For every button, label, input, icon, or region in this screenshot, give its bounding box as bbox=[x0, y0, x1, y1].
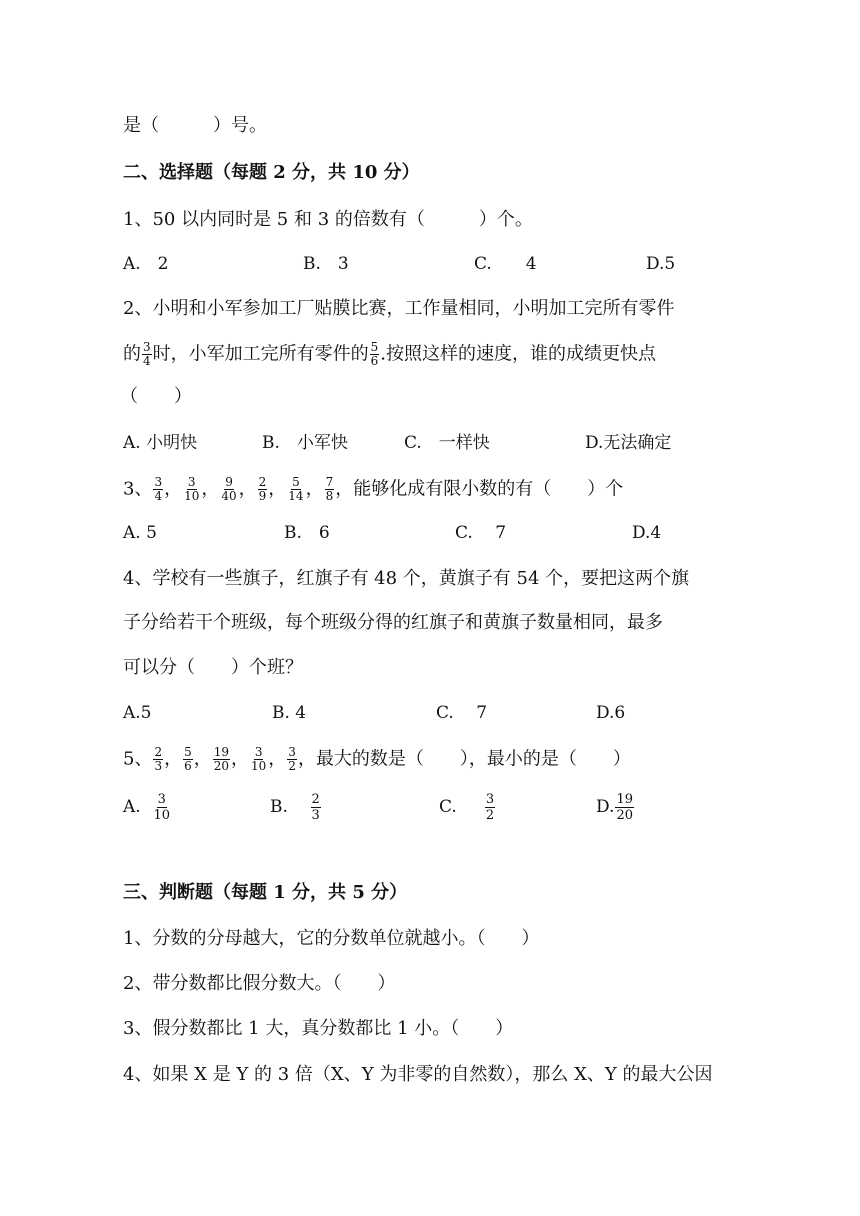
q5-option-c bbox=[439, 792, 496, 823]
q2-fraction-1 bbox=[142, 341, 152, 368]
q2-line2 bbox=[123, 341, 656, 368]
q4-option-b: B. 4 bbox=[272, 703, 307, 723]
option-label: D. bbox=[596, 797, 615, 817]
option-fraction bbox=[311, 792, 321, 823]
denominator: 4 bbox=[154, 489, 163, 503]
q3-line: 3、 $\frac{3}{4}$ ， $\frac{3}{10}$ ， $\frac{9}{40}$ ， $\frac{2}{9}$ ， $\frac{5}{14}$ ， $\frac{7}{8}$ ，能够化成有限小数的有（ ）个 bbox=[123, 475, 624, 503]
q3-fraction-4 bbox=[258, 476, 268, 503]
judgment-item-2: 2、带分数都比假分数大。（ ） bbox=[123, 973, 396, 994]
numerator: 7 bbox=[325, 475, 334, 489]
q2-fraction-2 bbox=[370, 341, 380, 368]
q2-line3: （ ） bbox=[120, 386, 192, 407]
numerator: 19 bbox=[213, 745, 230, 759]
judgment-item-3: 3、假分数都比 1 大，真分数都比 1 小。（ ） bbox=[123, 1018, 514, 1039]
denominator: 10 bbox=[153, 808, 171, 823]
q2-option-c: C. 一样快 bbox=[404, 433, 490, 453]
numerator: 3 bbox=[485, 792, 495, 807]
numerator: 3 bbox=[157, 792, 166, 807]
q2-option-b: B. 小军快 bbox=[262, 433, 348, 453]
q3-fraction-2 bbox=[183, 476, 200, 503]
option-fraction bbox=[615, 792, 634, 823]
q5-line: 5、 $\frac{2}{3}$ ， $\frac{5}{6}$ ， $\frac{19}{20}$ ， $\frac{3}{10}$ ， $\frac{3}{2}$ ，最大的数是（ ），最小的是（ ） bbox=[123, 745, 631, 773]
denominator: 6 bbox=[370, 354, 379, 368]
denominator: 40 bbox=[221, 489, 237, 503]
denominator: 14 bbox=[288, 489, 304, 503]
q1-text: 1、50 以内同时是 5 和 3 的倍数有（ ）个。 bbox=[123, 209, 533, 230]
numerator: 3 bbox=[187, 475, 196, 489]
q1-option-a: A. 2 bbox=[123, 254, 169, 274]
q3-option-b: B. 6 bbox=[284, 523, 330, 543]
denominator: 6 bbox=[184, 759, 192, 773]
q5-option-b bbox=[270, 792, 322, 823]
denominator: 9 bbox=[258, 489, 267, 503]
denominator: 10 bbox=[184, 489, 200, 503]
q5-prefix: 5、 bbox=[123, 748, 153, 770]
denominator: 2 bbox=[288, 759, 296, 773]
numerator: 3 bbox=[143, 340, 151, 354]
q3-prefix: 3、 bbox=[123, 478, 153, 500]
judgment-item-1: 1、分数的分母越大，它的分数单位就越小。（ ） bbox=[123, 928, 540, 949]
q2-text-a: 的 bbox=[123, 343, 141, 365]
q3-fraction-3 bbox=[220, 476, 237, 503]
denominator: 20 bbox=[213, 759, 230, 773]
judgment-item-4: 4、如果 X 是 Y 的 3 倍（X、Y 为非零的自然数），那么 X、Y 的最大公因 bbox=[123, 1064, 713, 1085]
section-title-judgment: 三、判断题（每题 1 分，共 5 分） bbox=[123, 882, 408, 903]
q2-option-a: A. 小明快 bbox=[123, 433, 198, 453]
q3-option-c: C. 7 bbox=[455, 523, 507, 543]
q5-suffix: 最大的数是（ ），最小的是（ ） bbox=[315, 748, 631, 770]
q5-option-a bbox=[123, 792, 172, 823]
denominator: 3 bbox=[154, 759, 163, 773]
option-fraction bbox=[485, 792, 495, 823]
q4-line1: 4、学校有一些旗子，红旗子有 48 个，黄旗子有 54 个，要把这两个旗 bbox=[123, 568, 690, 589]
q5-option-d bbox=[596, 792, 635, 823]
q1-option-b: B. 3 bbox=[303, 254, 349, 274]
numerator: 2 bbox=[258, 475, 267, 489]
section-title-choice: 二、选择题（每题 2 分，共 10 分） bbox=[123, 162, 420, 183]
numerator: 5 bbox=[184, 745, 192, 759]
q5-fraction-5 bbox=[287, 746, 297, 773]
numerator: 5 bbox=[370, 340, 379, 354]
option-label: A. bbox=[123, 797, 141, 817]
q4-line2: 子分给若干个班级，每个班级分得的红旗子和黄旗子数量相同，最多 bbox=[123, 612, 663, 633]
q4-option-a: A.5 bbox=[123, 703, 152, 723]
q3-fraction-1 bbox=[153, 476, 163, 503]
denominator: 3 bbox=[311, 808, 320, 823]
numerator: 9 bbox=[225, 475, 233, 489]
q4-line3: 可以分（ ）个班？ bbox=[123, 657, 303, 678]
q2-option-d: D.无法确定 bbox=[585, 433, 672, 453]
q2-line1: 2、小明和小军参加工厂贴膜比赛，工作量相同，小明加工完所有零件 bbox=[123, 298, 675, 319]
continued-line: 是（ ）号。 bbox=[123, 115, 267, 136]
numerator: 19 bbox=[616, 792, 633, 807]
q3-fraction-5 bbox=[287, 476, 304, 503]
denominator: 8 bbox=[325, 489, 334, 503]
q4-option-d: D.6 bbox=[596, 703, 626, 723]
numerator: 3 bbox=[154, 475, 163, 489]
option-label: C. bbox=[439, 797, 457, 817]
q3-fraction-6 bbox=[325, 476, 335, 503]
q3-option-d: D.4 bbox=[632, 523, 662, 543]
q3-option-a: A. 5 bbox=[123, 523, 157, 543]
q5-fraction-3 bbox=[213, 746, 230, 773]
numerator: 5 bbox=[292, 475, 300, 489]
q2-text-b: 时，小军加工完所有零件的 bbox=[152, 343, 369, 365]
q2-text-c: .按照这样的速度，谁的成绩更快点 bbox=[380, 343, 657, 365]
q3-suffix: 能够化成有限小数的有（ ）个 bbox=[353, 478, 624, 500]
q4-option-c: C. 7 bbox=[436, 703, 488, 723]
numerator: 2 bbox=[154, 745, 163, 759]
q5-fraction-2 bbox=[183, 746, 193, 773]
q5-fraction-4 bbox=[250, 746, 267, 773]
numerator: 3 bbox=[254, 745, 263, 759]
option-label: B. bbox=[270, 797, 288, 817]
denominator: 10 bbox=[251, 759, 267, 773]
numerator: 3 bbox=[288, 745, 296, 759]
denominator: 4 bbox=[143, 354, 151, 368]
denominator: 2 bbox=[485, 808, 495, 823]
q1-option-c: C. 4 bbox=[474, 254, 537, 274]
q5-fraction-1 bbox=[153, 746, 163, 773]
denominator: 20 bbox=[616, 808, 633, 823]
option-fraction bbox=[153, 792, 172, 823]
q1-option-d: D.5 bbox=[646, 254, 676, 274]
numerator: 2 bbox=[311, 792, 320, 807]
